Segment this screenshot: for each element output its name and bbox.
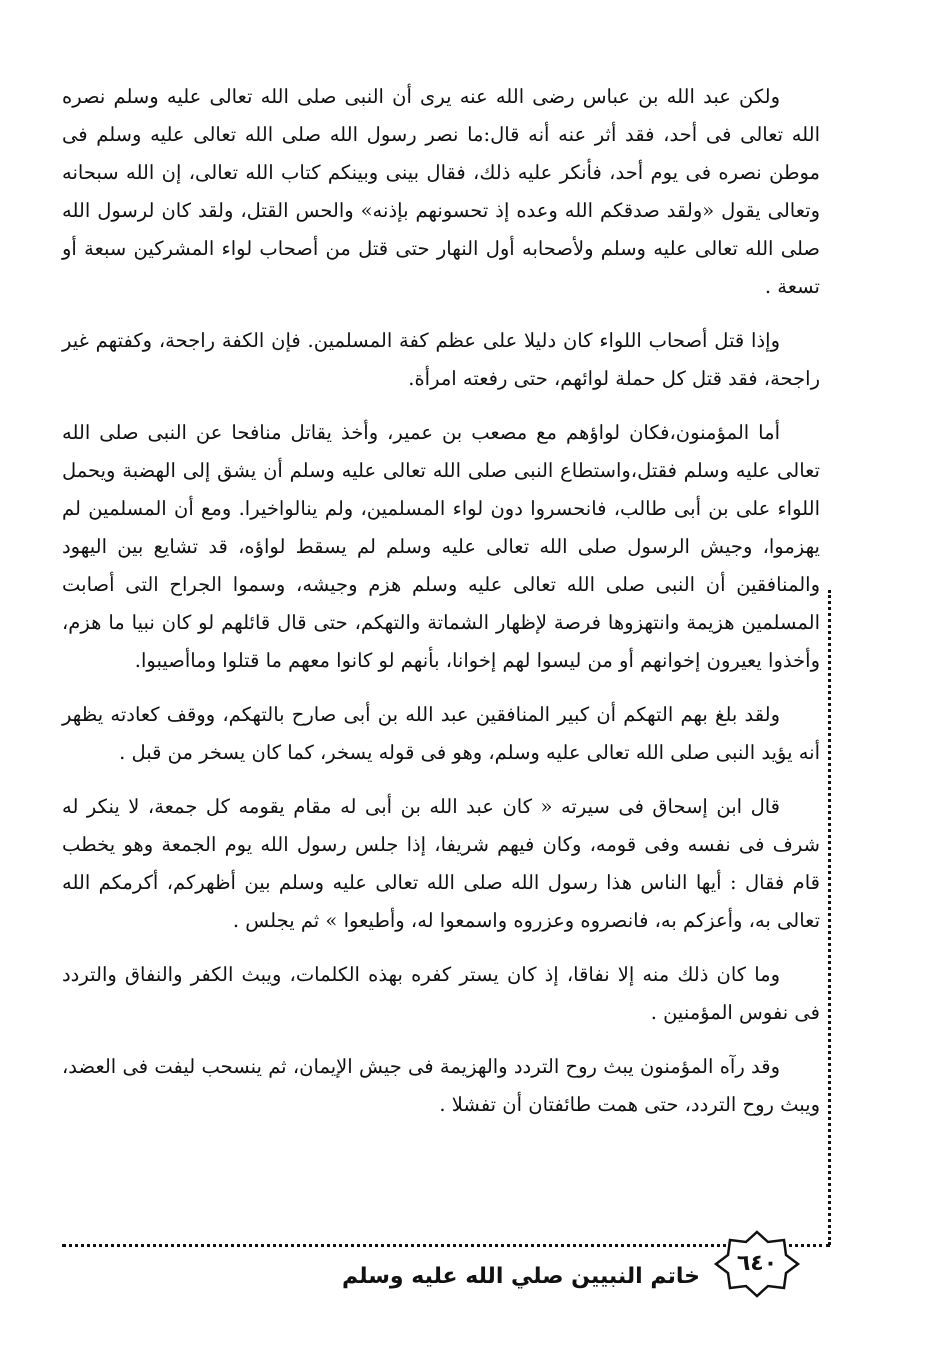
page-number: ٦٤٠ [736,1251,778,1276]
paragraph-4: ولقد بلغ بهم التهكم أن كبير المنافقين عبد الله بن أبى صارح بالتهكم، ووقف كعادته يظهر أنه يؤيد النبى صلى الله تعالى عليه وسلم، وهو فى قوله يسخر، كما كان يسخر من قبل . [62,703,820,764]
paragraph-3: أما المؤمنون،فكان لواؤهم مع مصعب بن عمير، وأخذ يقاتل منافحا عن النبى صلى الله تعالى عليه وسلم فقتل،واستطاع النبى صلى الله تعالى عليه وسلم أن يشق إلى الهضبة ويحمل اللواء على بن أبى طالب، فانحسروا دون لواء المسلمين، ولم ينالواخيرا. ومع أن المسلمين لم يهزموا، وجيش الرسول صلى الله تعالى عليه وسلم لم يسقط لواؤه، قد تشايع بين اليهود والمنافقين أن النبى صلى الله تعالى عليه وسلم هزم وجيشه، وسموا الجراح التى أصابت المسلمين هزيمة وانتهزوها فرصة لإظهار الشماتة والتهكم، حتى قال قائلهم لو كان نبيا ما هزم، وأخذوا يعيرون إخوانهم أو من ليسوا لهم إخوانا، بأنهم لو كانوا معهم ما قتلوا وماأصيبوا. [62,421,820,672]
paragraph-2: وإذا قتل أصحاب اللواء كان دليلا على عظم كفة المسلمين. فإن الكفة راجحة، وكفتهم غير راجحة، فقد قتل كل حملة لوائهم، حتى رفعته امرأة. [62,329,820,390]
paragraph-1: ولكن عبد الله بن عباس رضى الله عنه يرى أن النبى صلى الله تعالى عليه وسلم نصره الله تعالى فى أحد، فقد أثر عنه أنه قال:ما نصر رسول الله صلى الله تعالى عليه وسلم فى موطن نصره فى يوم أحد، فأنكر عليه ذلك، فقال بينى وبينكم كتاب الله تعالى، إن الله سبحانه وتعالى يقول «ولقد صدقكم الله وعده إذ تحسونهم بإذنه» والحس القتل، ولقد كان لرسول الله صلى الله تعالى عليه وسلم ولأصحابه أول النهار حتى قتل من أصحاب لواء المشركين سبعة أو تسعة . [62,85,820,298]
page-number-badge [712,1228,802,1300]
side-dotted-rule [828,590,831,1245]
paragraph-5: قال ابن إسحاق فى سيرته « كان عبد الله بن أبى له مقام يقومه كل جمعة، لا ينكر له شرف فى نفسه وفى قومه، وكان فيهم شريفا، إذا جلس رسول الله يوم الجمعة وهو يخطب قام فقال : أيها الناس هذا رسول الله صلى الله تعالى عليه وسلم بين أظهركم، أكرمكم الله تعالى به، وأعزكم به، فانصروه وعزروه واسمعوا له، وأطيعوا » ثم يجلس . [62,795,820,932]
main-text [62,78,820,1140]
paragraph-6: وما كان ذلك منه إلا نفاقا، إذ كان يستر كفره بهذه الكلمات، ويبث الكفر والنفاق والتردد فى نفوس المؤمنين . [62,963,820,1024]
book-title: خاتم النبيين صلي الله عليه وسلم [342,1264,700,1289]
paragraph-7: وقد رآه المؤمنون يبث روح التردد والهزيمة فى جيش الإيمان، ثم ينسحب ليفت فى العضد، ويبث روح التردد، حتى همت طائفتان أن تفشلا . [62,1055,820,1116]
